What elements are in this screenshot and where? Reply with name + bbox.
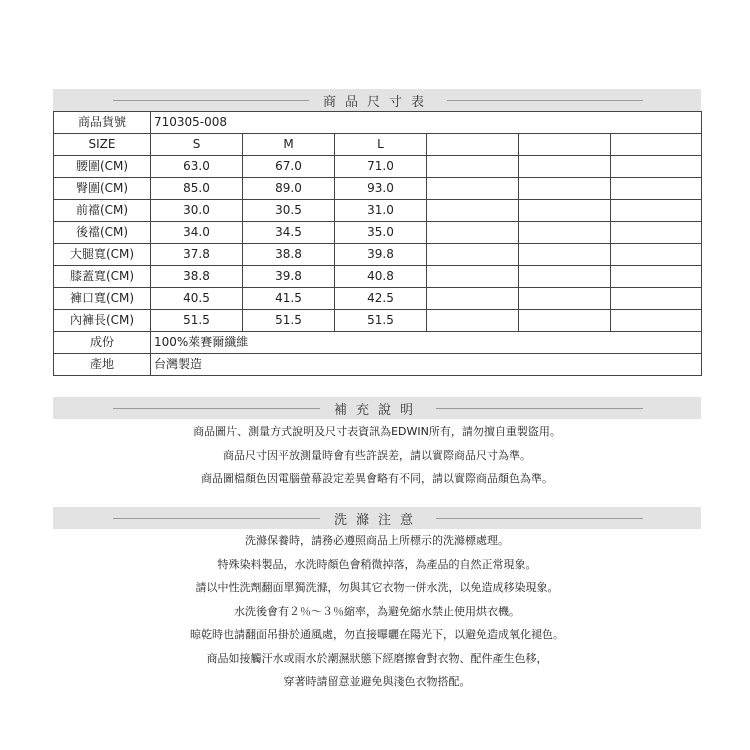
- row-label: 後襠(CM): [54, 222, 151, 244]
- empty-cell: [611, 178, 702, 200]
- row-value: 40.8: [335, 266, 427, 288]
- size-table-title: 商品尺寸表: [323, 94, 434, 110]
- row-label: 前襠(CM): [54, 200, 151, 222]
- size-header-row: [54, 134, 702, 156]
- header-rule-left: [113, 408, 320, 409]
- empty-cell: [611, 156, 702, 178]
- row-value: 51.5: [243, 310, 335, 332]
- empty-cell: [427, 134, 519, 156]
- table-row: [54, 310, 702, 332]
- care-line: 請以中性洗劑翻面單獨洗滌，勿與其它衣物一併水洗，以免造成移染現象。: [195, 581, 559, 594]
- care-title: 洗滌注意: [334, 512, 423, 528]
- care-line: 晾乾時也請翻面吊掛於通風處，勿直接曝曬在陽光下，以避免造成氧化褪色。: [190, 628, 564, 641]
- header-rule-left: [113, 100, 309, 101]
- row-label: 內褲長(CM): [54, 310, 151, 332]
- row-value: 30.0: [151, 200, 243, 222]
- care-line: 穿著時請留意並避免與淺色衣物搭配。: [283, 675, 471, 688]
- row-value: 85.0: [151, 178, 243, 200]
- size-table-header: [53, 89, 701, 111]
- header-rule-right: [436, 518, 643, 519]
- empty-cell: [611, 222, 702, 244]
- row-value: 40.5: [151, 288, 243, 310]
- size-table: [53, 111, 702, 376]
- origin-value: 台灣製造: [151, 354, 702, 376]
- empty-cell: [519, 288, 611, 310]
- size-s: S: [151, 134, 243, 156]
- row-value: 93.0: [335, 178, 427, 200]
- row-value: 89.0: [243, 178, 335, 200]
- table-row: [54, 244, 702, 266]
- material-row: [54, 332, 702, 354]
- care-list: [53, 529, 701, 694]
- care-line: 洗滌保養時，請務必遵照商品上所標示的洗滌標處理。: [245, 534, 509, 547]
- empty-cell: [611, 310, 702, 332]
- header-rule-right: [447, 100, 643, 101]
- origin-row: [54, 354, 702, 376]
- row-value: 39.8: [335, 244, 427, 266]
- table-row: [54, 178, 702, 200]
- size-label: SIZE: [54, 134, 151, 156]
- size-l: L: [335, 134, 427, 156]
- empty-cell: [519, 222, 611, 244]
- empty-cell: [611, 266, 702, 288]
- row-value: 42.5: [335, 288, 427, 310]
- item-no-value: 710305-008: [151, 112, 702, 134]
- empty-cell: [519, 178, 611, 200]
- empty-cell: [519, 266, 611, 288]
- origin-label: 產地: [54, 354, 151, 376]
- row-value: 31.0: [335, 200, 427, 222]
- care-line: 水洗後會有２％～３％縮率，為避免縮水禁止使用烘衣機。: [234, 604, 520, 618]
- empty-cell: [427, 266, 519, 288]
- row-label: 褲口寬(CM): [54, 288, 151, 310]
- note-line: 商品圖檔顏色因電腦螢幕設定差異會略有不同，請以實際商品顏色為準。: [201, 472, 553, 485]
- row-value: 51.5: [151, 310, 243, 332]
- empty-cell: [519, 134, 611, 156]
- row-value: 34.5: [243, 222, 335, 244]
- table-row: [54, 156, 702, 178]
- empty-cell: [427, 244, 519, 266]
- notes-title: 補充說明: [334, 402, 423, 418]
- row-value: 35.0: [335, 222, 427, 244]
- empty-cell: [427, 156, 519, 178]
- row-label: 腰圍(CM): [54, 156, 151, 178]
- row-label: 膝蓋寬(CM): [54, 266, 151, 288]
- row-value: 37.8: [151, 244, 243, 266]
- empty-cell: [611, 200, 702, 222]
- item-no-label: 商品貨號: [54, 112, 151, 134]
- row-value: 39.8: [243, 266, 335, 288]
- empty-cell: [519, 200, 611, 222]
- care-line: 商品如接觸汗水或雨水於潮濕狀態下經磨擦會對衣物、配件產生色移，: [206, 651, 548, 665]
- item-no-row: [54, 112, 702, 134]
- care-line: 特殊染料製品，水洗時顏色會稍微掉落，為產品的自然正常現象。: [217, 557, 537, 571]
- row-value: 71.0: [335, 156, 427, 178]
- note-line: 商品尺寸因平放測量時會有些許誤差，請以實際商品尺寸為準。: [223, 448, 531, 462]
- note-line: 商品圖片、測量方式說明及尺寸表資訊為EDWIN所有，請勿擅自重製盜用。: [193, 425, 561, 438]
- empty-cell: [611, 288, 702, 310]
- row-value: 30.5: [243, 200, 335, 222]
- size-m: M: [243, 134, 335, 156]
- empty-cell: [519, 244, 611, 266]
- table-row: [54, 222, 702, 244]
- material-label: 成份: [54, 332, 151, 354]
- care-header: [53, 507, 701, 529]
- table-row: [54, 288, 702, 310]
- empty-cell: [611, 244, 702, 266]
- row-value: 38.8: [243, 244, 335, 266]
- row-value: 34.0: [151, 222, 243, 244]
- header-rule-right: [436, 408, 643, 409]
- row-value: 67.0: [243, 156, 335, 178]
- table-row: [54, 266, 702, 288]
- empty-cell: [427, 200, 519, 222]
- row-value: 51.5: [335, 310, 427, 332]
- empty-cell: [427, 222, 519, 244]
- empty-cell: [519, 310, 611, 332]
- row-value: 63.0: [151, 156, 243, 178]
- empty-cell: [427, 178, 519, 200]
- row-label: 臀圍(CM): [54, 178, 151, 200]
- table-row: [54, 200, 702, 222]
- empty-cell: [427, 288, 519, 310]
- row-value: 38.8: [151, 266, 243, 288]
- row-label: 大腿寬(CM): [54, 244, 151, 266]
- row-value: 41.5: [243, 288, 335, 310]
- empty-cell: [611, 134, 702, 156]
- material-value: 100%萊賽爾纖維: [151, 332, 702, 354]
- empty-cell: [427, 310, 519, 332]
- header-rule-left: [113, 518, 320, 519]
- notes-list: [53, 420, 701, 491]
- notes-header: [53, 397, 701, 419]
- empty-cell: [519, 156, 611, 178]
